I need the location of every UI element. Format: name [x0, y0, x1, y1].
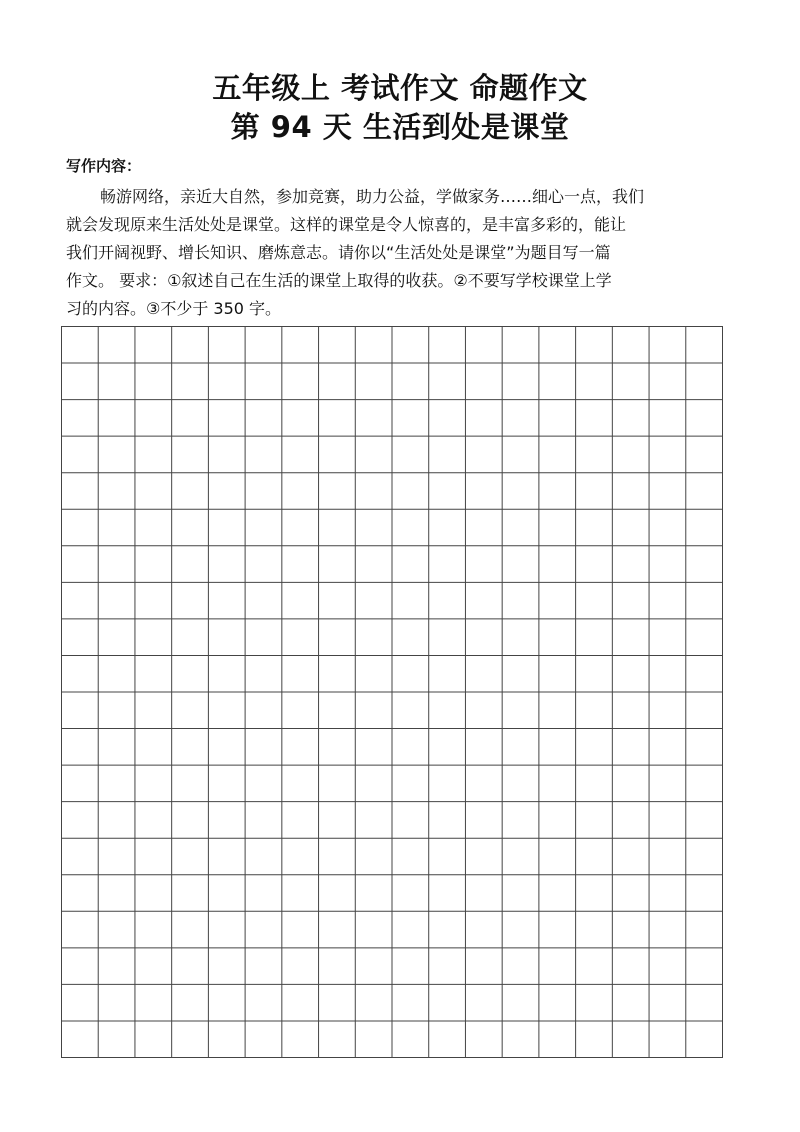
prompt-line-3: 我们开阔视野、增长知识、磨炼意志。请你以“生活处处是课堂”为题目写一篇 — [66, 243, 611, 262]
section-label: 写作内容： — [66, 157, 142, 175]
prompt-line-4: 作文。 要求：①叙述自己在生活的课堂上取得的收获。②不要写学校课堂上学 — [66, 271, 612, 290]
title-line-2: 第 94 天 生活到处是课堂 — [230, 110, 570, 144]
prompt-text — [66, 183, 734, 323]
prompt-line-5: 习的内容。③不少于 350 字。 — [66, 299, 282, 318]
writing-grid[interactable] — [61, 326, 723, 1058]
title-line-1: 五年级上 考试作文 命题作文 — [212, 71, 588, 105]
prompt-line-2: 就会发现原来生活处处是课堂。这样的课堂是令人惊喜的，是丰富多彩的，能让 — [66, 215, 627, 234]
prompt-line-1: 畅游网络，亲近大自然，参加竞赛，助力公益，学做家务……细心一点，我们 — [100, 187, 645, 206]
